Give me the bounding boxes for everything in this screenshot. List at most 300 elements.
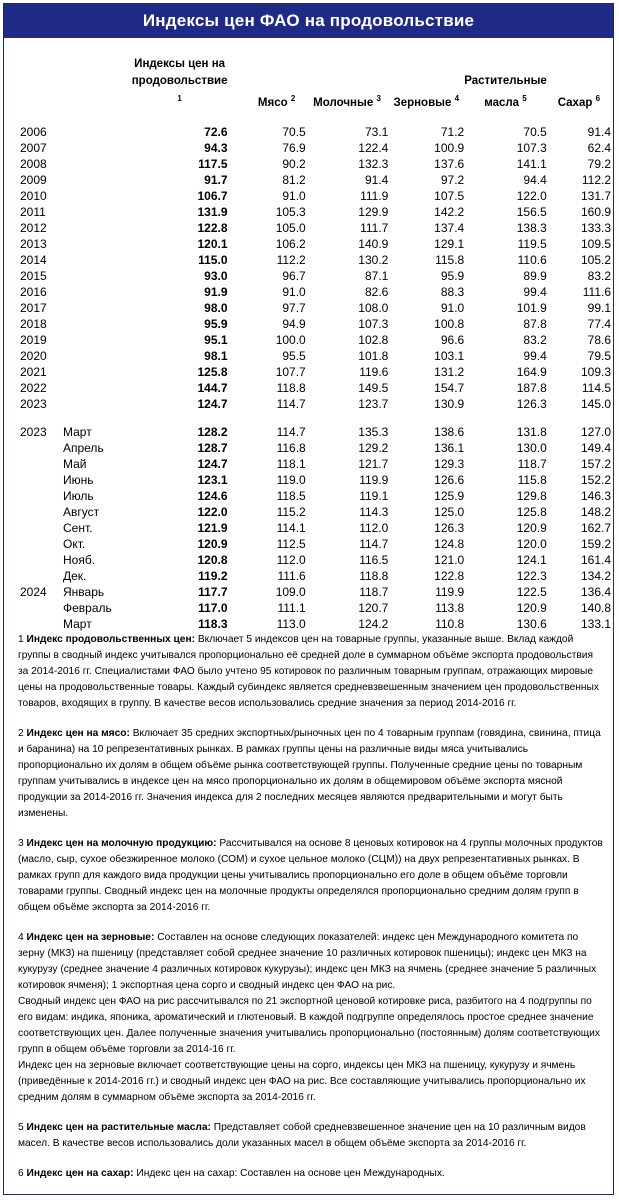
dairy-index-cell: 114.7 (359, 536, 389, 551)
sugar-index-cell: 78.6 (587, 332, 611, 347)
sugar-index-cell: 161.4 (580, 552, 611, 567)
cereals-index-cell: 100.9 (434, 140, 465, 155)
oils-index-cell: 130.6 (516, 616, 547, 631)
food-index-cell: 122.8 (197, 220, 228, 235)
sugar-index-cell: 160.9 (580, 204, 611, 219)
month-cell (63, 252, 132, 268)
dairy-index-cell: 82.6 (364, 284, 389, 299)
footnote-1 (18, 632, 606, 712)
food-index-cell: 123.1 (197, 472, 228, 487)
food-index-cell: 117.7 (198, 584, 228, 599)
dairy-index-cell: 149.5 (358, 380, 389, 395)
meat-index-cell: 96.7 (282, 268, 306, 283)
month-cell (63, 140, 132, 156)
cereals-index-cell: 122.8 (434, 568, 465, 583)
food-index-cell: 117.5 (198, 156, 228, 171)
meat-index-cell: 107.7 (275, 364, 306, 379)
dairy-index-cell: 130.2 (358, 252, 389, 267)
footnote-number: 6 (18, 1168, 24, 1179)
meat-index-cell: 95.5 (282, 348, 306, 363)
table-row (20, 456, 613, 472)
meat-index-cell: 100.0 (275, 332, 306, 347)
food-index-cell: 91.9 (204, 284, 228, 299)
oils-index-cell: 89.9 (523, 268, 547, 283)
food-index-cell: 115.0 (198, 252, 228, 267)
header-cereals: Зерновые $^4$ (393, 94, 460, 109)
table-row (20, 172, 613, 188)
food-index-cell: 121.9 (197, 520, 228, 535)
dairy-index-cell: 129.2 (358, 440, 389, 455)
cereals-index-cell: 107.5 (434, 188, 465, 203)
document-frame (3, 3, 614, 1195)
year-cell (20, 472, 63, 488)
table-row (20, 300, 613, 316)
food-index-cell: 117.0 (198, 600, 228, 615)
year-cell: 2010 (20, 188, 47, 203)
dairy-index-cell: 120.7 (358, 600, 389, 615)
month-cell (63, 396, 132, 412)
oils-index-cell: 99.4 (523, 348, 547, 363)
dairy-index-cell: 91.4 (364, 172, 389, 187)
oils-index-cell: 83.2 (523, 332, 547, 347)
oils-index-cell: 110.6 (517, 252, 547, 267)
sugar-index-cell: 152.2 (580, 472, 611, 487)
oils-index-cell: 164.9 (516, 364, 547, 379)
dairy-index-cell: 135.3 (358, 424, 389, 439)
footnote-2 (18, 726, 606, 822)
cereals-index-cell: 130.9 (434, 396, 465, 411)
year-cell: 2021 (20, 364, 47, 379)
table-row (20, 220, 613, 236)
oils-index-cell: 120.9 (516, 520, 547, 535)
year-cell: 2015 (20, 268, 47, 283)
price-index-table (20, 56, 613, 632)
cereals-index-cell: 131.2 (434, 364, 465, 379)
year-cell: 2020 (20, 348, 47, 363)
sugar-index-cell: 133.1 (580, 616, 611, 631)
year-cell (20, 504, 63, 520)
year-cell: 2018 (20, 316, 47, 331)
year-cell (20, 536, 63, 552)
table-row (20, 252, 613, 268)
footnote-4 (18, 930, 606, 1106)
footnote-number: 5 (18, 1122, 24, 1133)
food-index-cell: 120.1 (197, 236, 228, 251)
food-index-cell: 120.8 (197, 552, 228, 567)
month-cell: Окт. (62, 536, 86, 551)
month-cell (63, 156, 132, 172)
table-row (20, 584, 613, 600)
meat-index-cell: 114.7 (276, 424, 306, 439)
month-cell: Июль (62, 488, 94, 503)
year-cell: 2022 (20, 380, 47, 395)
annual-rows (20, 124, 613, 412)
meat-index-cell: 111.1 (277, 600, 306, 615)
table-row (20, 124, 613, 140)
table-row (20, 488, 613, 504)
cereals-index-cell: 121.0 (434, 552, 465, 567)
food-index-cell: 94.3 (204, 140, 228, 155)
month-cell (63, 124, 132, 140)
food-index-cell: 124.6 (197, 488, 228, 503)
sugar-index-cell: 136.4 (580, 584, 611, 599)
table-row (20, 396, 613, 412)
oils-index-cell: 125.8 (516, 504, 547, 519)
month-cell: Февраль (62, 600, 112, 615)
sugar-index-cell: 91.4 (587, 124, 611, 139)
table-row (20, 472, 613, 488)
food-index-cell: 93.0 (204, 268, 228, 283)
footnote-paragraph: Сводный индекс цен ФАО на рис рассчитывался по 21 экспортной ценовой котировке риса, разбитого на 4 подгруппы по его видам: индика, японика, ароматический и глютеновый. В каждой подгруппе определялось простое среднее значение соответствующих цен. Далее полученные значения учитывались пропорционально (постоянным) долям соответствующих групп в общем объёме торговли за 2014-16 гг. (18, 996, 600, 1055)
dairy-index-cell: 123.7 (358, 396, 389, 411)
month-cell (63, 268, 132, 284)
meat-index-cell: 91.0 (282, 284, 306, 299)
footnote-3 (18, 836, 606, 916)
table-row (20, 156, 613, 172)
food-index-cell: 118.3 (198, 616, 228, 631)
year-cell: 2014 (20, 252, 47, 267)
meat-index-cell: 119.0 (276, 472, 306, 487)
oils-index-cell: 122.3 (516, 568, 547, 583)
food-index-cell: 119.2 (198, 568, 228, 583)
cereals-index-cell: 88.3 (440, 284, 465, 299)
oils-index-cell: 87.8 (523, 316, 547, 331)
table-row (20, 600, 613, 616)
meat-index-cell: 114.1 (276, 520, 306, 535)
footnote-number: 4 (18, 932, 24, 943)
dairy-index-cell: 111.7 (360, 220, 389, 235)
meat-index-cell: 118.8 (276, 380, 306, 395)
header-oils: Растительные масла $^5$ (464, 75, 547, 109)
year-cell (20, 568, 63, 584)
cereals-index-cell: 137.6 (434, 156, 465, 171)
year-cell: 2012 (20, 220, 47, 235)
table-row (20, 332, 613, 348)
food-index-cell: 122.0 (197, 504, 228, 519)
header-spacer (20, 112, 613, 124)
oils-index-cell: 118.7 (517, 456, 547, 471)
oils-index-cell: 115.8 (517, 472, 547, 487)
section-spacer (20, 412, 613, 424)
month-cell (63, 380, 132, 396)
month-cell: Август (62, 504, 100, 519)
food-index-cell: 144.7 (197, 380, 228, 395)
oils-index-cell: 156.5 (516, 204, 547, 219)
year-cell: 2023 (20, 424, 47, 439)
food-index-cell: 95.1 (204, 332, 228, 347)
oils-index-cell: 126.3 (516, 396, 547, 411)
food-index-cell: 125.8 (197, 364, 228, 379)
sugar-index-cell: 79.2 (587, 156, 611, 171)
sugar-index-cell: 109.5 (580, 236, 611, 251)
meat-index-cell: 105.0 (275, 220, 306, 235)
year-cell (20, 456, 63, 472)
meat-index-cell: 94.9 (282, 316, 306, 331)
header-sugar: Сахар $^6$ (557, 94, 601, 109)
cereals-index-cell: 100.8 (434, 316, 465, 331)
year-cell: 2006 (20, 124, 47, 139)
footnote-title: Индекс цен на сахар: (26, 1168, 134, 1179)
footnote-title: Индекс цен на растительные масла: (26, 1122, 211, 1133)
sugar-index-cell: 134.2 (580, 568, 611, 583)
table-header-row (20, 56, 613, 112)
cereals-index-cell: 129.1 (434, 236, 465, 251)
page-title: Индексы цен ФАО на продовольствие (4, 4, 613, 38)
table-row (20, 380, 613, 396)
oils-index-cell: 129.8 (516, 488, 547, 503)
cereals-index-cell: 119.9 (435, 584, 465, 599)
meat-index-cell: 70.5 (282, 124, 306, 139)
sugar-index-cell: 157.2 (580, 456, 611, 471)
food-index-cell: 106.7 (197, 188, 228, 203)
dairy-index-cell: 140.9 (358, 236, 389, 251)
dairy-index-cell: 114.3 (359, 504, 389, 519)
header-meat: Мясо $^2$ (257, 94, 296, 109)
oils-index-cell: 187.8 (516, 380, 547, 395)
footnote-text: Включает 5 индексов цен на товарные группы, указанные выше. Вклад каждой группы в сводный индекс учитывался пропорционально её средней доле в суммарном объёме экспорта продовольствия за 2014-2016 гг. Специалистами ФАО было учтено 95 котировок по различным товарным группам, отражающих мировые цены на продовольственные товары. Каждый субиндекс является средневзвешенным значением цен продовольственных товаров, входящих в группу. В качестве весов использовались средние значения за период 2014-2016 гг. (18, 634, 599, 709)
meat-index-cell: 81.2 (282, 172, 306, 187)
month-cell: Март (62, 616, 92, 631)
header-month (63, 56, 132, 112)
footnote-text: Составлен на основе следующих показателей: индекс цен Международного комитета по зерну (МКЗ) на пшеницу (представляет собой среднее значение 10 различных котировок пшеницы); индекс цен МКЗ на кукурузу (среднее значение 4 различных котировок кукурузы); индекс цен МКЗ на ячмень (среднее значение 5 различных котировок ячменя); 1 экспортная цена сорго и сводный индекс цен ФАО на рис. (18, 932, 597, 991)
footnote-number: 1 (18, 634, 24, 645)
dairy-index-cell: 102.8 (358, 332, 389, 347)
month-cell: Дек. (62, 568, 87, 583)
table-row (20, 440, 613, 456)
food-index-cell: 131.9 (197, 204, 228, 219)
dairy-index-cell: 124.2 (358, 616, 389, 631)
cereals-index-cell: 136.1 (434, 440, 465, 455)
food-index-cell: 95.9 (204, 316, 228, 331)
table-row (20, 504, 613, 520)
header-food: Индексы цен на продовольствие $^1$ (131, 58, 228, 103)
meat-index-cell: 118.1 (276, 456, 306, 471)
oils-index-cell: 124.1 (516, 552, 547, 567)
footnote-text: Включает 35 средних экспортных/рыночных цен по 4 товарным группам (говядина, свинина, птица и баранина) на 10 репрезентативных рынках. В рамках группы цены на различные виды мяса учитывались пропорционально их долям в общем объёме рынка соответствующей группы. Полученные средние цены по товарным группам учитывались в индексе цен на мясо пропорционально их долям в общемировом объёме экспорта мясной продукции за 2014-2016 гг. Значения индекса для 2 последних месяцев являются предварительными и могут быть изменены. (18, 728, 601, 819)
table-row (20, 348, 613, 364)
sugar-index-cell: 99.1 (587, 300, 611, 315)
cereals-index-cell: 113.8 (435, 600, 465, 615)
dairy-index-cell: 119.6 (359, 364, 389, 379)
oils-index-cell: 70.5 (523, 124, 547, 139)
dairy-index-cell: 112.0 (359, 520, 389, 535)
monthly-rows (20, 424, 613, 632)
footnote-title: Индекс продовольственных цен: (26, 634, 195, 645)
table-row (20, 364, 613, 380)
sugar-index-cell: 145.0 (580, 396, 611, 411)
table-row (20, 616, 613, 632)
oils-index-cell: 99.4 (523, 284, 547, 299)
month-cell: Май (62, 456, 87, 471)
footnote-title: Индекс цен на зерновые: (26, 932, 155, 943)
cereals-index-cell: 97.2 (440, 172, 465, 187)
cereals-index-cell: 96.6 (440, 332, 465, 347)
dairy-index-cell: 87.1 (364, 268, 389, 283)
dairy-index-cell: 121.7 (358, 456, 389, 471)
footnote-title: Индекс цен на мясо: (26, 728, 130, 739)
meat-index-cell: 106.2 (275, 236, 306, 251)
cereals-index-cell: 125.9 (434, 488, 465, 503)
table-row (20, 204, 613, 220)
sugar-index-cell: 140.8 (580, 600, 611, 615)
sugar-index-cell: 162.7 (580, 520, 611, 535)
year-cell: 2016 (20, 284, 47, 299)
cereals-index-cell: 115.8 (435, 252, 465, 267)
dairy-index-cell: 73.1 (364, 124, 389, 139)
header-year (20, 56, 63, 112)
cereals-index-cell: 154.7 (434, 380, 465, 395)
oils-index-cell: 119.5 (517, 236, 547, 251)
sugar-index-cell: 127.0 (580, 424, 611, 439)
footnote-number: 3 (18, 838, 24, 849)
month-cell (63, 284, 132, 300)
footnote-5 (18, 1120, 606, 1152)
month-cell: Нояб. (62, 552, 96, 567)
meat-index-cell: 112.0 (276, 552, 306, 567)
cereals-index-cell: 129.3 (434, 456, 465, 471)
dairy-index-cell: 132.3 (358, 156, 389, 171)
oils-index-cell: 120.9 (516, 600, 547, 615)
table-row (20, 552, 613, 568)
oils-index-cell: 141.1 (516, 156, 547, 171)
sugar-index-cell: 79.5 (587, 348, 611, 363)
cereals-index-cell: 91.0 (440, 300, 465, 315)
meat-index-cell: 111.6 (277, 568, 306, 583)
food-index-cell: 128.7 (197, 440, 228, 455)
sugar-index-cell: 109.3 (580, 364, 611, 379)
cereals-index-cell: 71.2 (440, 124, 465, 139)
year-cell: 2019 (20, 332, 47, 347)
oils-index-cell: 130.0 (516, 440, 547, 455)
oils-index-cell: 138.3 (516, 220, 547, 235)
dairy-index-cell: 119.9 (359, 472, 389, 487)
meat-index-cell: 113.0 (276, 616, 306, 631)
dairy-index-cell: 108.0 (358, 300, 389, 315)
meat-index-cell: 90.2 (282, 156, 306, 171)
cereals-index-cell: 142.2 (434, 204, 465, 219)
month-cell (63, 172, 132, 188)
month-cell (63, 332, 132, 348)
food-index-cell: 72.6 (204, 124, 228, 139)
table-row (20, 268, 613, 284)
year-cell (20, 520, 63, 536)
meat-index-cell: 112.2 (276, 252, 306, 267)
dairy-index-cell: 122.4 (358, 140, 389, 155)
cereals-index-cell: 137.4 (434, 220, 465, 235)
cereals-index-cell: 103.1 (434, 348, 465, 363)
food-index-cell: 124.7 (197, 456, 228, 471)
dairy-index-cell: 118.8 (359, 568, 389, 583)
sugar-index-cell: 114.5 (581, 380, 611, 395)
year-cell: 2024 (20, 584, 47, 599)
footnote-6 (18, 1166, 606, 1182)
oils-index-cell: 120.0 (516, 536, 547, 551)
sugar-index-cell: 146.3 (580, 488, 611, 503)
table-row (20, 568, 613, 584)
table-row (20, 284, 613, 300)
dairy-index-cell: 119.1 (359, 488, 389, 503)
footnotes (18, 632, 606, 1196)
oils-index-cell: 107.3 (516, 140, 547, 155)
month-cell (63, 364, 132, 380)
sugar-index-cell: 133.3 (580, 220, 611, 235)
sugar-index-cell: 159.2 (580, 536, 611, 551)
cereals-index-cell: 138.6 (434, 424, 465, 439)
sugar-index-cell: 111.6 (582, 284, 611, 299)
dairy-index-cell: 129.9 (358, 204, 389, 219)
sugar-index-cell: 112.2 (581, 172, 611, 187)
year-cell: 2013 (20, 236, 47, 251)
footnote-text: Индекс цен на сахар: Составлен на основе цен Международных. (133, 1168, 445, 1179)
month-cell: Январь (62, 584, 105, 599)
cereals-index-cell: 124.8 (434, 536, 465, 551)
year-cell: 2017 (20, 300, 47, 315)
meat-index-cell: 105.3 (275, 204, 306, 219)
month-cell (63, 204, 132, 220)
table-row (20, 316, 613, 332)
sugar-index-cell: 62.4 (587, 140, 611, 155)
year-cell: 2011 (20, 204, 46, 219)
oils-index-cell: 101.9 (516, 300, 547, 315)
food-index-cell: 120.9 (197, 536, 228, 551)
sugar-index-cell: 83.2 (587, 268, 611, 283)
cereals-index-cell: 110.8 (435, 616, 465, 631)
month-cell (63, 188, 132, 204)
sugar-index-cell: 77.4 (587, 316, 611, 331)
dairy-index-cell: 116.5 (359, 552, 389, 567)
cereals-index-cell: 95.9 (440, 268, 465, 283)
meat-index-cell: 115.2 (276, 504, 306, 519)
month-cell (63, 300, 132, 316)
month-cell (63, 220, 132, 236)
oils-index-cell: 122.0 (516, 188, 547, 203)
sugar-index-cell: 149.4 (580, 440, 611, 455)
year-cell (20, 600, 63, 616)
food-index-cell: 91.7 (204, 172, 228, 187)
food-index-cell: 124.7 (197, 396, 228, 411)
month-cell: Апрель (62, 440, 104, 455)
cereals-index-cell: 126.6 (434, 472, 465, 487)
table-row (20, 140, 613, 156)
meat-index-cell: 97.7 (282, 300, 306, 315)
year-cell: 2008 (20, 156, 47, 171)
footnote-number: 2 (18, 728, 24, 739)
year-cell: 2023 (20, 396, 47, 411)
meat-index-cell: 76.9 (282, 140, 306, 155)
table-row (20, 520, 613, 536)
year-cell (20, 616, 63, 632)
sugar-index-cell: 148.2 (580, 504, 611, 519)
meat-index-cell: 109.0 (275, 584, 306, 599)
food-index-cell: 128.2 (197, 424, 228, 439)
meat-index-cell: 114.7 (276, 396, 306, 411)
dairy-index-cell: 118.7 (359, 584, 389, 599)
table-row (20, 236, 613, 252)
table-row (20, 188, 613, 204)
table-row (20, 424, 613, 440)
dairy-index-cell: 111.9 (360, 188, 389, 203)
oils-index-cell: 94.4 (523, 172, 547, 187)
cereals-index-cell: 125.0 (434, 504, 465, 519)
oils-index-cell: 131.8 (516, 424, 547, 439)
year-cell (20, 440, 63, 456)
month-cell: Сент. (62, 520, 93, 535)
sugar-index-cell: 105.2 (580, 252, 611, 267)
sugar-index-cell: 131.7 (580, 188, 611, 203)
month-cell: Июнь (62, 472, 94, 487)
dairy-index-cell: 107.3 (358, 316, 389, 331)
cereals-index-cell: 126.3 (434, 520, 465, 535)
